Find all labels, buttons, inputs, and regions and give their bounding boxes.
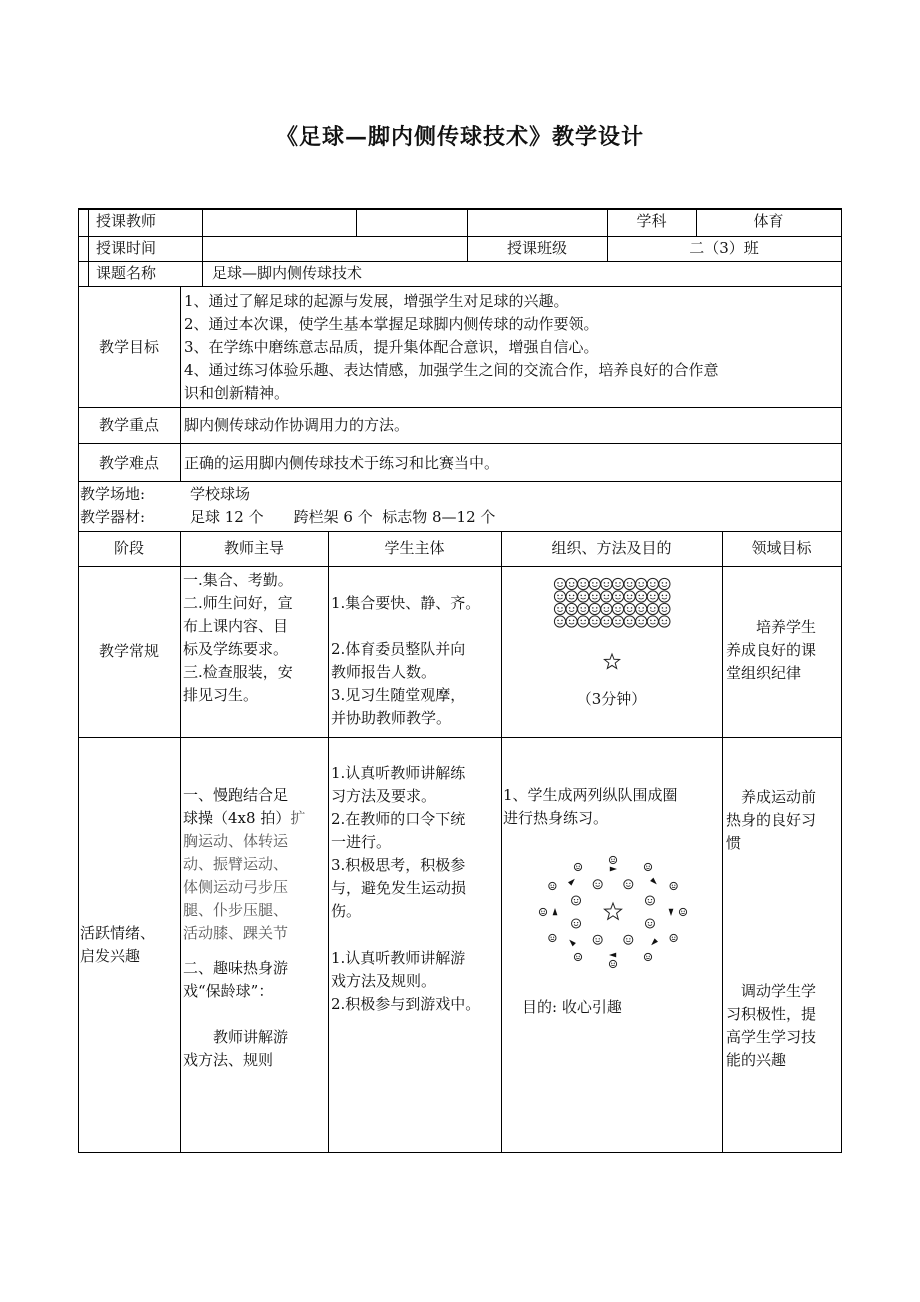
- student-face-icon: [601, 603, 612, 614]
- text-line: 2.积极参与到游戏中。: [331, 995, 481, 1013]
- direction-arrow-icon: [569, 940, 576, 947]
- text-line: 习积极性，提: [726, 1005, 817, 1023]
- text-line: 习方法及要求。: [331, 787, 437, 805]
- student-face-icon: [554, 616, 565, 627]
- phase2-purpose: 目的: 收心引趣: [522, 998, 622, 1016]
- student-face-icon: [647, 578, 658, 589]
- student-face-icon: [589, 616, 600, 627]
- student-face-icon: [624, 578, 635, 589]
- venue-label: 教学场地:: [80, 485, 146, 503]
- text-line: 能的兴趣: [726, 1051, 787, 1069]
- text-line: 高学生学习技: [726, 1028, 817, 1046]
- text-line: 堂组织纪律: [726, 664, 802, 682]
- student-face-icon: [554, 603, 565, 614]
- direction-arrow-icon: [650, 878, 657, 885]
- text-line: 养成良好的课: [726, 641, 817, 659]
- student-face-icon: [554, 591, 565, 602]
- student-face-icon: [644, 953, 651, 960]
- circle-formation-diagram: [535, 850, 695, 974]
- phase2-domain-b: [726, 980, 840, 1072]
- direction-arrow-icon: [553, 908, 558, 915]
- phase1-teacher: [183, 569, 328, 707]
- equipment-value: 足球 12 个 跨栏架 6 个 标志物 8—12 个: [190, 508, 496, 526]
- student-face-icon: [624, 880, 633, 889]
- text-line: 体侧运动弓步压: [183, 878, 289, 896]
- goal-item: 3、在学练中磨练意志品质，提升集体配合意识，增强自信心。: [184, 338, 599, 356]
- student-face-icon: [624, 603, 635, 614]
- student-face-icon: [644, 863, 651, 870]
- student-face-icon: [636, 616, 647, 627]
- student-face-icon: [566, 616, 577, 627]
- text-line: 扩: [290, 809, 306, 827]
- text-line: 一.集合、考勤。: [183, 571, 293, 589]
- student-face-icon: [659, 591, 670, 602]
- student-face-icon: [574, 863, 581, 870]
- col-header-phase: 阶段: [113, 539, 144, 557]
- text-line: 戏“保龄球”：: [183, 982, 274, 1000]
- text-line: 惯: [726, 834, 742, 852]
- student-face-icon: [578, 591, 589, 602]
- student-face-icon: [670, 934, 677, 941]
- student-face-icon: [601, 578, 612, 589]
- student-face-icon: [589, 591, 600, 602]
- phase1-time: （3分钟）: [576, 690, 647, 708]
- teacher-star-icon: [604, 654, 619, 669]
- student-face-icon: [612, 578, 623, 589]
- student-face-icon: [609, 960, 616, 967]
- text-line: 启发兴趣: [80, 947, 141, 965]
- text-line: 一进行。: [331, 833, 392, 851]
- subject-label: 学科: [636, 212, 667, 230]
- text-line: 活跃情绪、: [80, 924, 156, 942]
- text-line: 养成运动前: [726, 788, 817, 806]
- text-line: [183, 1003, 328, 1026]
- text-line: 1.认真听教师讲解游: [331, 949, 466, 967]
- phase2-organization: [503, 784, 721, 830]
- student-face-icon: [659, 603, 670, 614]
- col-header-domain: 领域目标: [751, 539, 812, 557]
- text-line: 三.检查服装，安: [183, 663, 293, 681]
- student-face-icon: [647, 616, 658, 627]
- student-face-icon: [612, 616, 623, 627]
- text-line: 二.师生问好，宣: [183, 594, 293, 612]
- student-face-icon: [578, 578, 589, 589]
- phase2-domain-a: [726, 786, 840, 855]
- key-point-value: 脚内侧传球动作协调用力的方法。: [184, 416, 410, 434]
- text-line: 一、慢跑结合足: [183, 786, 289, 804]
- student-face-icon: [549, 934, 556, 941]
- student-face-icon: [572, 896, 581, 905]
- student-face-icon: [647, 603, 658, 614]
- student-face-icon: [609, 856, 616, 863]
- text-line: 培养学生: [726, 618, 817, 636]
- student-face-icon: [670, 882, 677, 889]
- student-face-icon: [566, 603, 577, 614]
- student-face-icon: [601, 591, 612, 602]
- student-face-icon: [645, 896, 654, 905]
- text-line: 胸运动、体转运: [183, 832, 289, 850]
- phase2-student: [331, 762, 501, 1016]
- phase1-domain: [726, 616, 840, 685]
- goals-list: [184, 290, 840, 405]
- text-line: 1.集合要快、静、齐。: [331, 594, 481, 612]
- key-point-label: 教学重点: [98, 416, 159, 434]
- text-line: 布上课内容、目: [183, 617, 289, 635]
- text-line: 3.积极思考，积极参: [331, 856, 466, 874]
- text-line: 球操（4x8 拍）: [183, 809, 291, 827]
- student-face-icon: [589, 578, 600, 589]
- text-line: 腿、仆步压腿、: [183, 901, 289, 919]
- text-line: 调动学生学: [726, 982, 817, 1000]
- text-line: 教师讲解游: [183, 1028, 289, 1046]
- goals-label: 教学目标: [98, 338, 159, 356]
- direction-arrow-icon: [568, 879, 575, 886]
- text-line: 活动膝、踝关节: [183, 924, 289, 942]
- text-line: 标及学练要求。: [183, 640, 289, 658]
- student-face-icon: [554, 578, 565, 589]
- col-header-student: 学生主体: [384, 539, 445, 557]
- student-face-icon: [612, 603, 623, 614]
- difficulty-label: 教学难点: [98, 454, 159, 472]
- student-face-icon: [636, 603, 647, 614]
- student-face-icon: [566, 578, 577, 589]
- student-face-icon: [612, 591, 623, 602]
- student-face-icon: [679, 908, 686, 915]
- student-face-icon: [659, 578, 670, 589]
- goal-item: 2、通过本次课，使学生基本掌握足球脚内侧传球的动作要领。: [184, 315, 599, 333]
- text-line: 1.认真听教师讲解练: [331, 764, 466, 782]
- student-face-icon: [624, 591, 635, 602]
- student-face-icon: [593, 880, 602, 889]
- text-line: 与，避免发生运动损: [331, 879, 467, 897]
- venue-value: 学校球场: [190, 485, 251, 503]
- text-line: 伤。: [331, 902, 362, 920]
- equipment-label: 教学器材:: [80, 508, 146, 526]
- student-face-icon: [659, 616, 670, 627]
- subject-value: 体育: [753, 212, 784, 230]
- text-line: 热身的良好习: [726, 811, 817, 829]
- text-line: 2.体育委员整队并向: [331, 640, 466, 658]
- direction-arrow-icon: [610, 867, 617, 872]
- goal-item: 识和创新精神。: [184, 384, 290, 402]
- text-line: 排见习生。: [183, 686, 259, 704]
- goal-item: 1、通过了解足球的起源与发展，增强学生对足球的兴趣。: [184, 292, 569, 310]
- student-face-icon: [601, 616, 612, 627]
- student-face-icon: [624, 935, 633, 944]
- col-header-organization: 组织、方法及目的: [551, 539, 672, 557]
- text-line: 戏方法及规则。: [331, 972, 437, 990]
- direction-arrow-icon: [651, 938, 658, 945]
- text-line: 进行热身练习。: [503, 809, 609, 827]
- time-label: 授课时间: [96, 239, 157, 257]
- student-face-icon: [636, 591, 647, 602]
- student-face-icon: [645, 919, 654, 928]
- student-face-icon: [566, 591, 577, 602]
- student-face-icon: [578, 616, 589, 627]
- teacher-label: 授课教师: [96, 212, 157, 230]
- text-line: 1、学生成两列纵队围成圈: [503, 786, 678, 804]
- student-face-icon: [574, 953, 581, 960]
- student-face-icon: [624, 616, 635, 627]
- phase1-name: 教学常规: [98, 642, 159, 660]
- page-title: 《足球—脚内侧传球技术》教学设计: [275, 124, 644, 150]
- phase1-student: [331, 592, 501, 730]
- student-face-icon: [589, 603, 600, 614]
- student-face-icon: [572, 919, 581, 928]
- student-face-icon: [539, 908, 546, 915]
- direction-arrow-icon: [609, 953, 616, 958]
- topic-value: 足球—脚内侧传球技术: [212, 264, 363, 282]
- formation-grid-diagram: [548, 574, 678, 680]
- direction-arrow-icon: [669, 909, 674, 916]
- text-line: 3.见习生随堂观摩，: [331, 686, 466, 704]
- student-face-icon: [549, 882, 556, 889]
- text-line: 教师报告人数。: [331, 663, 437, 681]
- phase2-name: [80, 922, 180, 968]
- student-face-icon: [593, 935, 602, 944]
- student-face-icon: [578, 603, 589, 614]
- teacher-star-icon: [604, 903, 621, 919]
- difficulty-value: 正确的运用脚内侧传球技术于练习和比赛当中。: [184, 454, 500, 472]
- student-face-icon: [647, 591, 658, 602]
- student-face-icon: [636, 578, 647, 589]
- text-line: 2.在教师的口令下统: [331, 810, 466, 828]
- phase2-teacher: [183, 784, 328, 1072]
- text-line: 戏方法、规则: [183, 1051, 274, 1069]
- text-line: 二、趣味热身游: [183, 959, 289, 977]
- text-line: 并协助教师教学。: [331, 709, 452, 727]
- text-line: [331, 615, 501, 638]
- class-value: 二（3）班: [689, 239, 759, 257]
- topic-label: 课题名称: [96, 264, 157, 282]
- col-header-teacher: 教师主导: [223, 539, 284, 557]
- class-label: 授课班级: [506, 239, 567, 257]
- goal-item: 4、通过练习体验乐趣、表达情感，加强学生之间的交流合作，培养良好的合作意: [184, 361, 719, 379]
- text-line: 动、振臂运动、: [183, 855, 289, 873]
